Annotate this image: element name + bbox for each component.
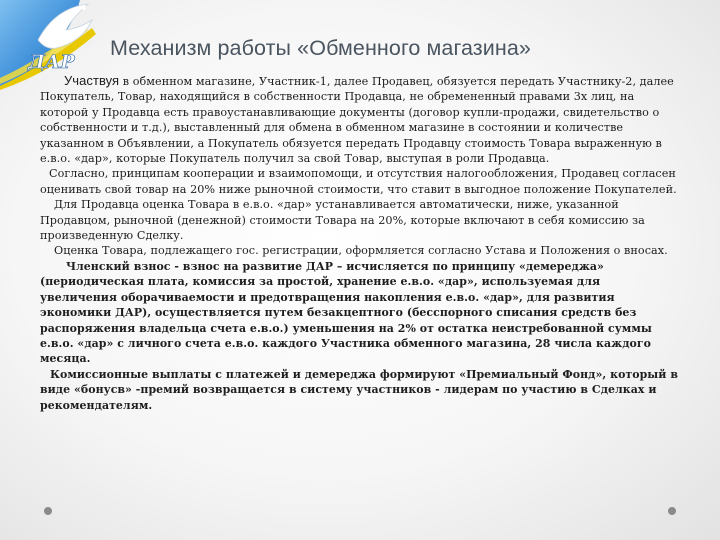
bullet-dot-left [44, 507, 52, 515]
paragraph-1-lead: Участвуя [64, 73, 120, 88]
paragraph-6: Комиссионные выплаты с платежей и демереджа формируют «Премиальный Фонд», который в виде «бонусв» -премий возвращается в систему участников - лидерам по участию в Сделках и рекомендателям. [40, 367, 678, 412]
body-text [40, 73, 680, 413]
paragraph-1-rest: в обменном магазине, Участник-1, далее Продавец, обязуется передать Участнику-2, далее Покупатель, Товар, находящийся в собственности Продавца, не обремененный правами 3х лиц, на которой у Продавца есть правоустанавливающие документы (договор купли-продажи, свидетельство о собственности и т.д.), выставленный для обмена в обменном магазине в состоянии и количестве указанном в Объявлении, а Покупатель обязуется передать Продавцу стоимость Товара выраженную в е.в.о. «дар», которые Покупатель получил за свой Товар, выступая в роли Продавца. [40, 75, 674, 166]
logo-text: ДАР [28, 51, 75, 73]
paragraph-1 [40, 73, 680, 166]
paragraph-5: Членский взнос - взнос на развитие ДАР – исчисляется по принципу «демереджа» (периодическая плата, комиссия за простой, хранение е.в.о. «дар», используемая для увеличения оборачиваемости и предотвращения накопления е.в.о. «дар», для развития экономики ДАР), осуществляется путем безакцептного (бесспорного списания средств без распоряжения владельца счета е.в.о.) уменьшения на 2% от остатка неистребованной суммы е.в.о. «дар» с личного счета е.в.о. каждого Участника обменного магазина, 28 числа каждого месяца. [40, 259, 652, 366]
slide-title: Механизм работы «Обменного магазина» [110, 36, 531, 60]
paragraph-2: Согласно, принципам кооперации и взаимопомощи, и отсутствия налогообложения, Продавец согласен оценивать свой товар на 20% ниже рыночной стоимости, что ставит в выгодное положение Покупателей. [40, 167, 677, 196]
paragraph-4: Оценка Товара, подлежащего гос. регистрации, оформляется согласно Устава и Положения о вносах. [54, 244, 668, 258]
paragraph-3: Для Продавца оценка Товара в е.в.о. «дар» устанавливается автоматически, ниже, указанной Продавцом, рыночной (денежной) стоимости Товара на 20%, которые включают в себя комиссию за произведенную Сделку. [40, 198, 645, 243]
bullet-dot-right [668, 507, 676, 515]
